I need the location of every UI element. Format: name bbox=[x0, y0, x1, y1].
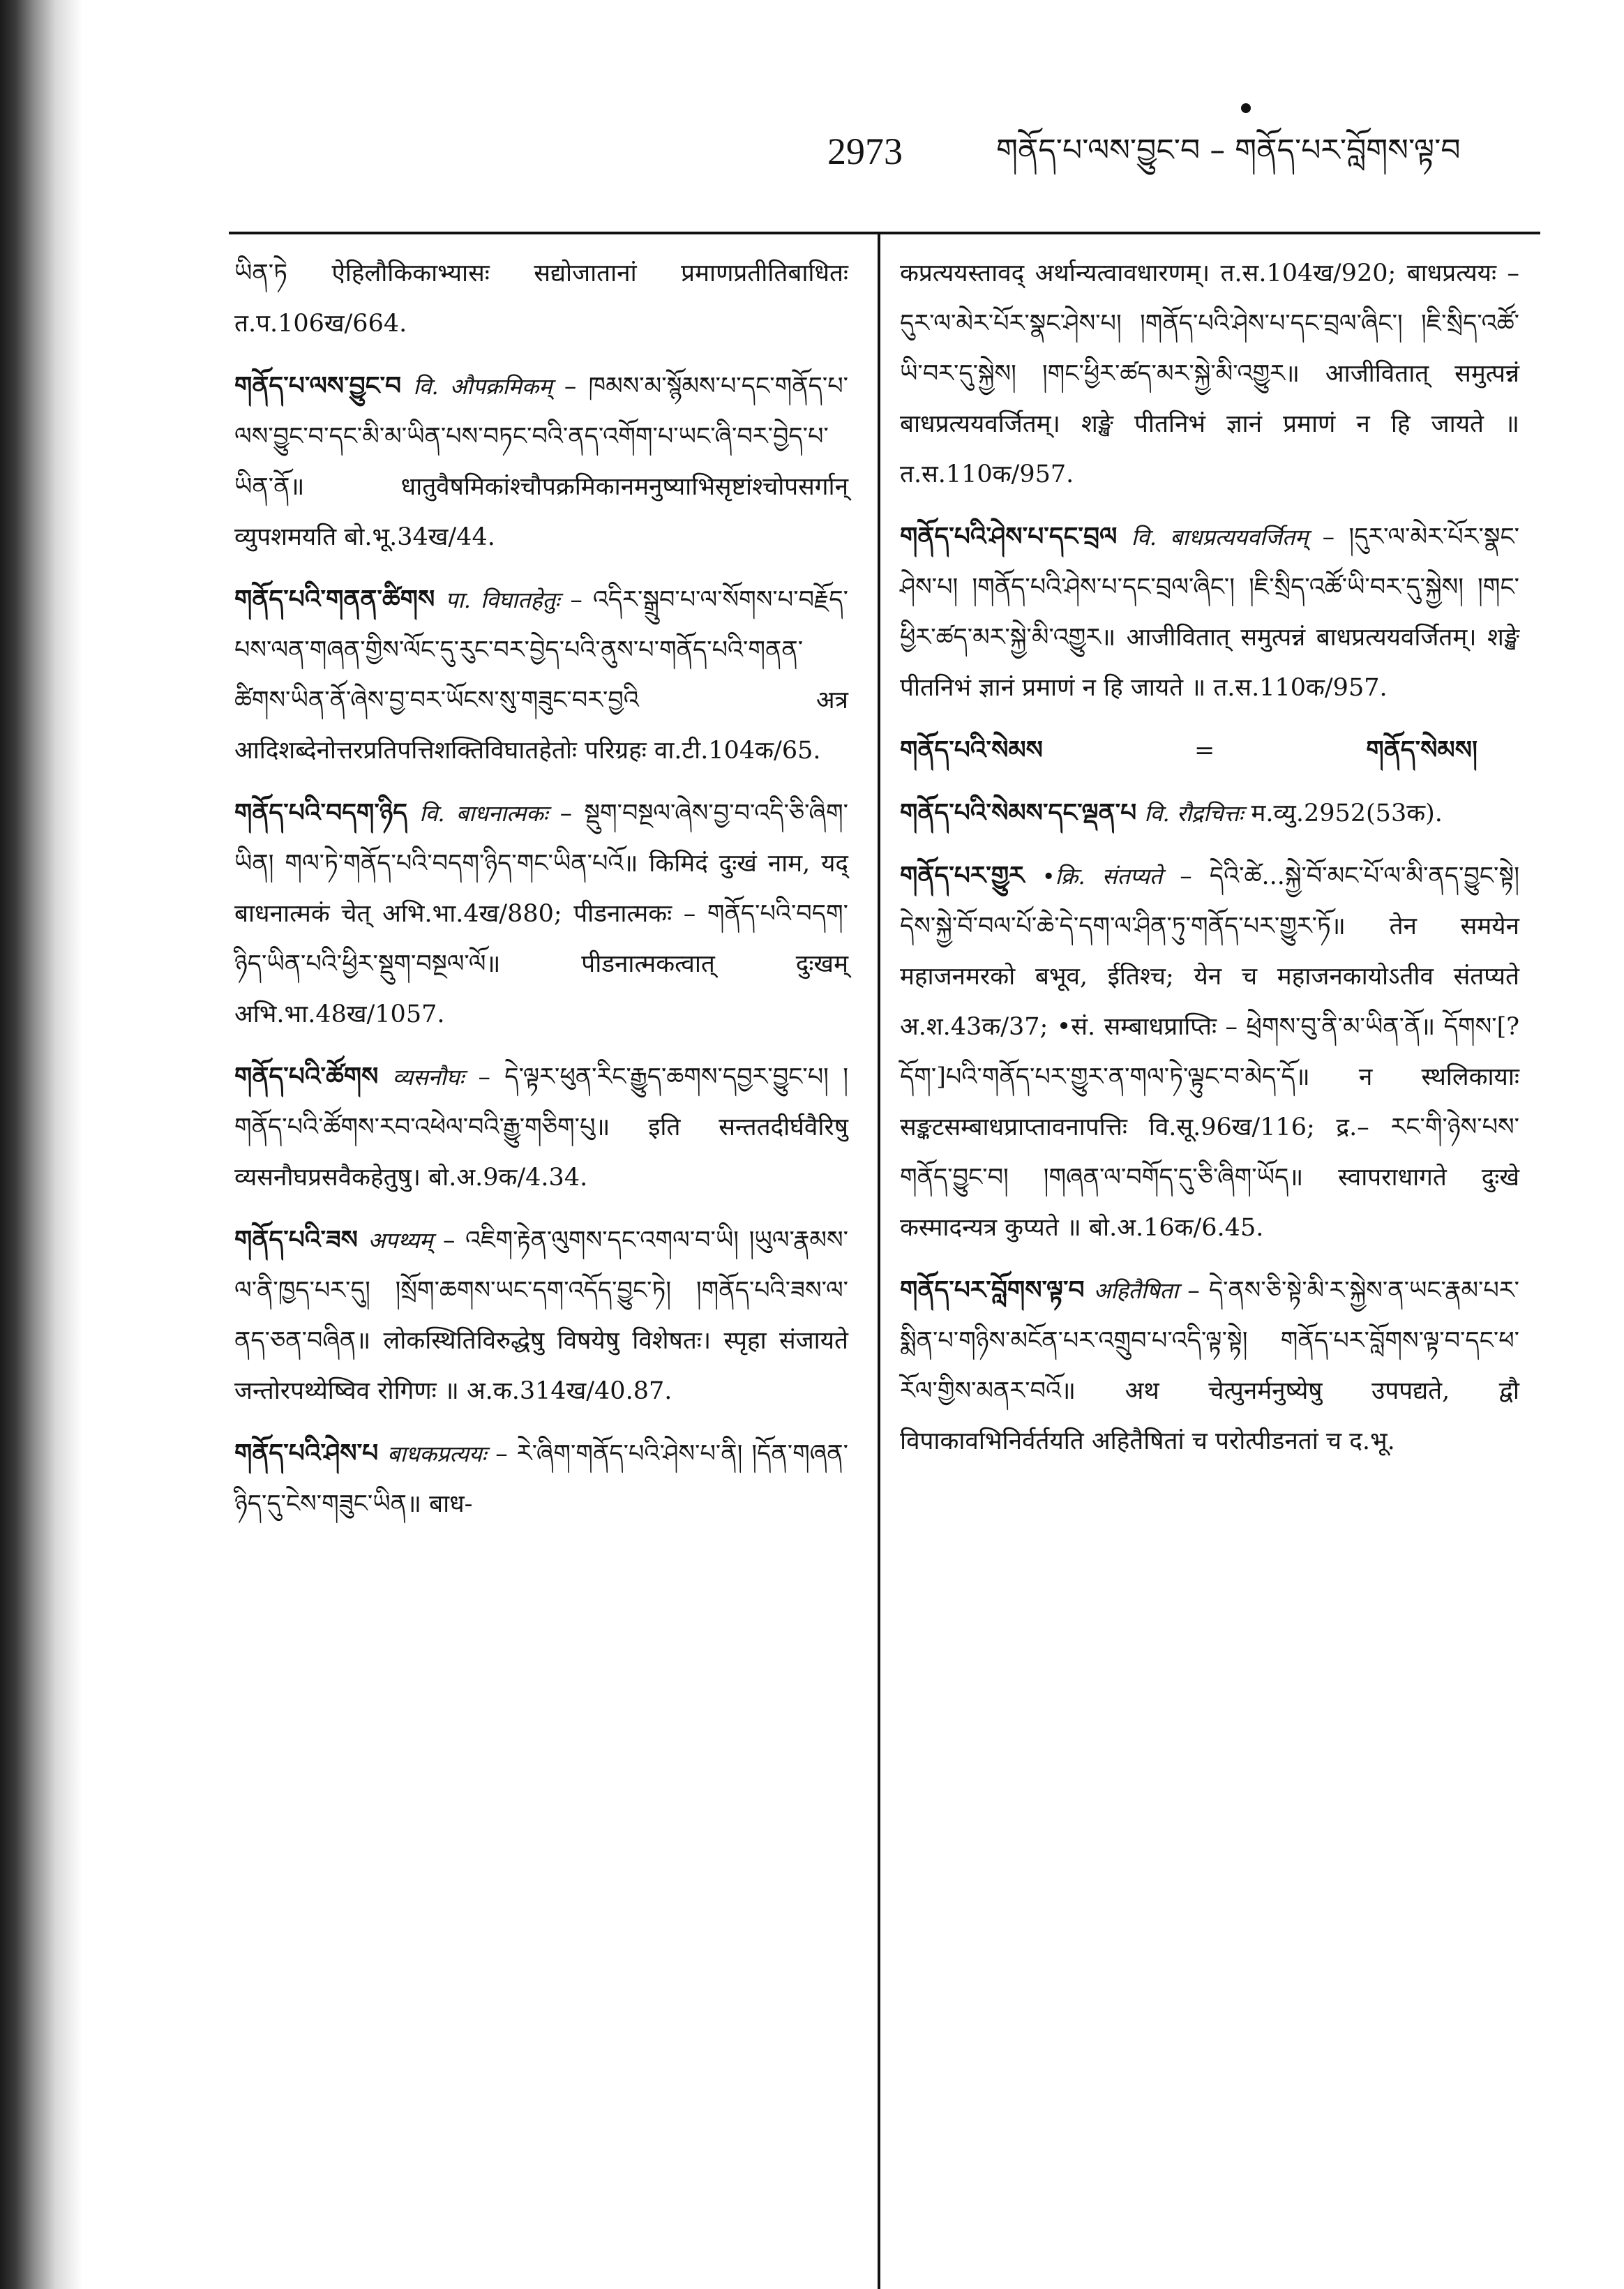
entry-grammar: बाधकप्रत्ययः bbox=[387, 1441, 487, 1467]
entry-grammar: पा. विघातहेतुः bbox=[445, 587, 560, 613]
entry-text: – དེ་ལྟར་ཕུན་རིང་རྒྱུད་ཆགས་དབྱར་བྱུང་པ། །གནོད་པའི་ཚོགས་རབ་འཕེལ་བའི་རྒྱུ་གཅིག་པུ॥ इति सन्ततदीर्घवैरिषु व्यसनौघप्रसवैकहेतुषु। बो.अ.9क/4.34. bbox=[234, 1063, 848, 1192]
entry-headword: གནོད་པའི་ཚོགས bbox=[234, 1063, 379, 1091]
dictionary-entry bbox=[900, 248, 1519, 500]
entry-grammar: •क्रि. संतप्यते bbox=[1042, 863, 1163, 890]
entry-headword: གནོད་པར་གྱུར bbox=[900, 862, 1025, 890]
equals-sign: = bbox=[1194, 737, 1215, 765]
entry-headword: གནོད་པར་བློགས་ལྟ་བ bbox=[900, 1276, 1085, 1305]
entry-grammar: वि. बाधनात्मकः bbox=[419, 800, 548, 827]
dictionary-entry bbox=[234, 1052, 848, 1203]
entry-headword: གནོད་པའི་བདག་ཉིད bbox=[234, 799, 408, 827]
entry-grammar: वि. रौद्रचित्तः bbox=[1144, 800, 1244, 827]
cross-reference-entry bbox=[900, 726, 1519, 776]
entry-grammar: अहितैषिता bbox=[1093, 1277, 1179, 1304]
dictionary-entry bbox=[900, 1266, 1519, 1466]
column-divider bbox=[878, 234, 880, 2289]
entry-text: – འདིར་སྒྲུབ་པ་ལ་སོགས་པ་བརྗོད་པས་ལན་གཞན་གྱིས་ལོང་དུ་རུང་བར་བྱེད་པའི་ནུས་པ་གནོད་པའི་གནན་ཚིགས་ཡིན་ནོ་ཞེས་བྱ་བར་ཡོངས་སུ་གཟུང་བར་བྱའི अत्र आदिशब्देनोत्तरप्रतिपत्तिशक्तिविघातहेतोः परिग्रहः वा.टी.104क/65. bbox=[234, 586, 848, 765]
header-rule bbox=[229, 232, 1540, 234]
cross-reference-target: གནོད་སེམས། bbox=[1366, 736, 1478, 765]
dictionary-entry bbox=[900, 851, 1519, 1253]
entry-headword: གནོད་པ་ལས་བྱུང་བ bbox=[234, 372, 402, 400]
entry-headword: གནོད་པའི་གནན་ཚིགས bbox=[234, 585, 435, 614]
entry-text: कप्रत्ययस्तावद् अर्थान्यत्वावधारणम्। त.स.104ख/920; बाधप्रत्ययः – དུར་ལ་མེར་པོར་སྣང་ཤེས་པ། །གནོད་པའི་ཤེས་པ་དང་བྲལ་ཞིང་། །ཇི་སྲིད་འཚོ་ཡི་བར་དུ་སྐྱེས། །གང་ཕྱིར་ཚད་མར་སྐྱེ་མི་འགྱུར॥ आजीवितात् समुत्पन्नं बाधप्रत्ययवर्जितम्। शङ्खे पीतनिभं ज्ञानं प्रमाणं न हि जायते ॥ त.स.110क/957. bbox=[900, 260, 1519, 488]
dictionary-entry bbox=[234, 361, 848, 562]
dictionary-entry bbox=[234, 1215, 848, 1416]
entry-text: – འཇིག་རྟེན་ལུགས་དང་འགལ་བ་ཡི། །ཡུལ་རྣམས་ལ་ནི་ཁྱད་པར་དུ། །སྲོག་ཆགས་ཡང་དག་འདོད་བྱུང་ཏེ། །གནོད་པའི་ཟས་ལ་ནད་ཅན་བཞིན॥ लोकस्थितिविरुद्धेषु विषयेषु विशेषतः। स्पृहा संजायते जन्तोरपथ्येष्विव रोगिणः ॥ अ.क.314ख/40.87. bbox=[234, 1226, 848, 1405]
entry-text: – སྡུག་བསྔལ་ཞེས་བྱ་བ་འདི་ཅི་ཞིག་ཡིན། གལ་ཏེ་གནོད་པའི་བདག་ཉིད་གང་ཡིན་པའོ॥ किमिदं दुःखं नाम, यद् बाधनात्मकं चेत् अभि.भा.4ख/880; पीडनात्मकः – གནོད་པའི་བདག་ཉིད་ཡིན་པའི་ཕྱིར་སྡུག་བསྔལ་ལོ॥ पीडनात्मकत्वात् दुःखम् अभि.भा.48ख/1057. bbox=[234, 800, 848, 1028]
entry-grammar: अपथ्यम् bbox=[368, 1227, 433, 1254]
entry-text: – དེ་ནས་ཅི་སྟེ་མི་ར་སྐྱེས་ན་ཡང་རྣམ་པར་སྨིན་པ་གཉིས་མངོན་པར་འགྲུབ་པ་འདི་ལྟ་སྟེ། གནོད་པར་བློགས་ལྟ་བ་དང་ཕ་རོལ་གྱིས་མནར་བའོ॥ अथ चेत्पुनर्मनुष्येषु उपपद्यते, द्वौ विपाकावभिनिर्वर्तयति अहितैषितां च परोत्पीडनतां च द.भू. bbox=[900, 1277, 1519, 1455]
dictionary-entry bbox=[900, 512, 1519, 713]
entry-text: म.व्यु.2952(53क). bbox=[1251, 800, 1443, 827]
entry-text: – དེའི་ཚེ...སྐྱེ་བོ་མང་པོ་ལ་མི་ནད་བྱུང་སྟེ། དེས་སྐྱེ་བོ་བལ་པོ་ཆེ་དེ་དག་ལ་ཤིན་ཏུ་གནོད་པར་གྱུར་ཏོ॥ तेन समयेन महाजनमरको बभूव, ईतिश्च; येन च महाजनकायोऽतीव संतप्यते अ.श.43क/37; •सं. सम्बाधप्राप्तिः – ཕྲེགས་བུ་ནི་མ་ཡིན་ནོ॥ དོགས་[? དོག་]པའི་གནོད་པར་གྱུར་ན་གལ་ཏེ་ལྟུང་བ་མེད་དོ॥ न स्थलिकायाः सङ्कटसम्बाधप्राप्तावनापत्तिः वि.सू.96ख/116; द्र.– རང་གི་ཉེས་པས་གནོད་བྱུང་བ། །གཞན་ལ་བགོད་དུ་ཅི་ཞིག་ཡོད॥ स्वापराधागते दुःखे कस्मादन्यत्र कुप्यते ॥ बो.अ.16क/6.45. bbox=[900, 862, 1520, 1242]
entry-headword: གནོད་པའི་སེམས་དང་ལྡན་པ bbox=[900, 799, 1137, 827]
entry-text: ཡིན་ཏེ ऐहिलौकिकाभ्यासः सद्योजातानां प्रमाणप्रतीतिबाधितः त.प.106ख/664. bbox=[234, 260, 848, 338]
dictionary-entry bbox=[234, 788, 848, 1040]
dictionary-entry bbox=[234, 1429, 848, 1529]
entry-headword: གནོད་པའི་སེམས bbox=[900, 736, 1043, 765]
entry-headword: གནོད་པའི་ཤེས་པ་དང་བྲལ bbox=[900, 523, 1118, 551]
entry-text: – །དུར་ལ་མེར་པོར་སྣང་ཤེས་པ། །གནོད་པའི་ཤེས་པ་དང་བྲལ་ཞིང་། །ཇི་སྲིད་འཚོ་ཡི་བར་དུ་སྐྱེས། །གང་ཕྱིར་ཚད་མར་སྐྱེ་མི་འགྱུར॥ आजीवितात् समुत्पन्नं बाधप्रत्ययवर्जितम्। शङ्खे पीतनिभं ज्ञानं प्रमाणं न हि जायते ॥ त.स.110क/957. bbox=[900, 523, 1519, 702]
entry-headword: གནོད་པའི་ཤེས་པ bbox=[234, 1439, 379, 1468]
dictionary-entry bbox=[900, 788, 1519, 839]
entry-grammar: वि. बाधप्रत्ययवर्जितम् bbox=[1131, 524, 1309, 550]
entry-grammar: वि. औपक्रमिकम् bbox=[413, 373, 552, 400]
page-edge-shadow bbox=[0, 0, 84, 2289]
left-column bbox=[234, 248, 848, 1542]
running-header: གནོད་པ་ལས་བྱུང་བ – གནོད་པར་བློགས་ལྟ་བ bbox=[996, 133, 1461, 168]
entry-headword: གནོད་པའི་ཟས bbox=[234, 1226, 358, 1254]
right-column bbox=[900, 248, 1519, 1479]
dictionary-entry bbox=[234, 248, 848, 349]
entry-text: – རེ་ཞིག་གནོད་པའི་ཤེས་པ་ནི། །དོན་གཞན་ཉིད་དུ་ངེས་གཟུང་ཡིན॥ बाध- bbox=[234, 1440, 848, 1518]
entry-grammar: व्यसनौघः bbox=[392, 1064, 465, 1090]
dot-mark bbox=[1241, 103, 1251, 113]
entry-text: – ཁམས་མ་སྙོམས་པ་དང་གནོད་པ་ལས་བྱུང་བ་དང་མི་མ་ཡིན་པས་བཏང་བའི་ནད་འགོག་པ་ཡང་ཞི་བར་བྱེད་པ་ཡིན་ནོ॥ धातुवैषमिकांश्चौपक्रमिकानमनुष्याभिसृष्टांश्चोपसर्गान् व्युपशमयति बो.भू.34ख/44. bbox=[234, 373, 848, 551]
page-number: 2973 bbox=[827, 130, 903, 172]
dictionary-entry bbox=[234, 575, 848, 776]
